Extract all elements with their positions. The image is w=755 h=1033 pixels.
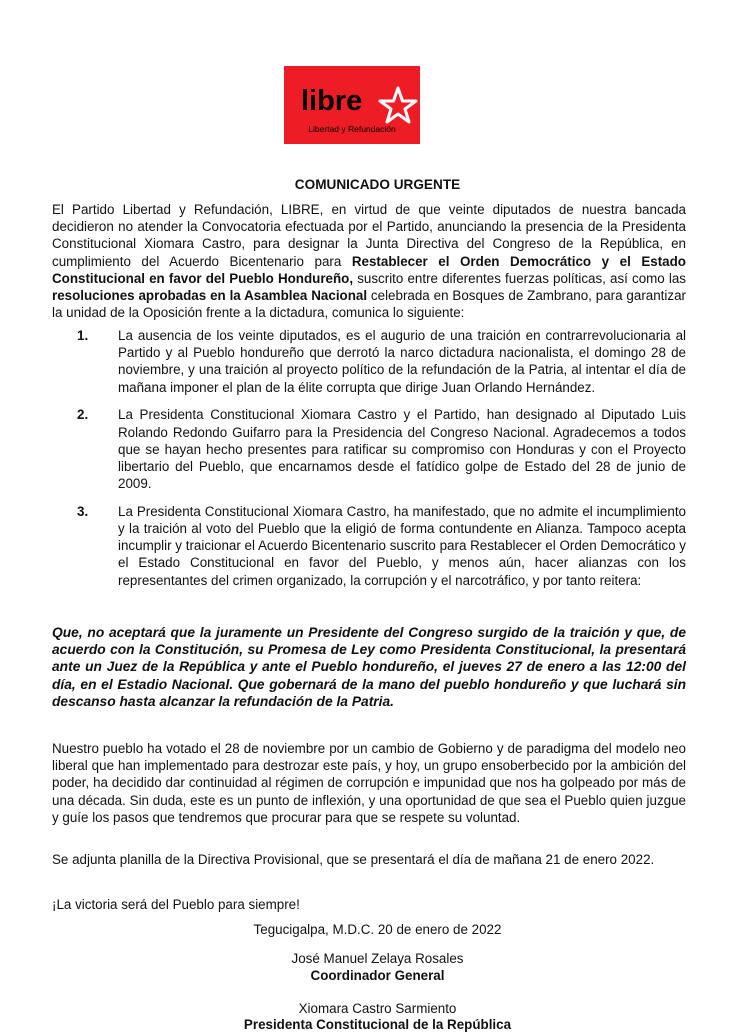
logo-tagline: Libertad y Refundación: [308, 124, 396, 134]
signatory-title: Presidenta Constitucional de la República: [243, 1017, 512, 1032]
signatory-name: Xiomara Castro Sarmiento: [298, 1001, 457, 1016]
intro-text-1: El Partido Libertad y Refundación, LIBRE, en virtud de que veinte diputados de nuestra bancada decidieron no atender la Convocatoria efectuada por el Partido, anunciando la presencia de la Presidenta Constitucional Xiomara Castro, para designar la Junta Directiva del Congreso de la República, en cumplimiento del Acuerdo Bicentenario para: [52, 202, 686, 269]
list-item-number: 3.: [77, 503, 89, 519]
star-icon: [380, 88, 416, 122]
intro-paragraph: [52, 201, 686, 321]
closing-paragraph: Nuestro pueblo ha votado el 28 de noviembre por un cambio de Gobierno y de paradigma del modelo neo liberal que han implementado para destrozar este país, y hoy, un grupo ensoberbecido por la ambición del poder, ha decidido dar continuidad al régimen de corrupción e impunidad que nos ha golpeado por más de una década. Sin duda, este es un punto de inflexión, y una oportunidad de que sea el Pueblo quien juzgue y guíe los pasos que tendremos que procurar para que se respete su voluntad.: [52, 741, 686, 825]
attachment-note: Se adjunta planilla de la Directiva Provisional, que se presentará el día de mañana 21 de enero 2022.: [52, 852, 655, 867]
list-item-text: La ausencia de los veinte diputados, es el augurio de una traición en contrarrevolucionaria al Partido y al Pueblo hondureño que derrotó la narco dictadura nacionalista, el domingo 28 de noviembre, y una traición al proyecto político de la refundación de la Patria, al intentar el día de mañana imponer el plan de la élite corrupta que dirige Juan Orlando Hernández.: [118, 328, 686, 395]
libre-logo: [284, 66, 420, 144]
list-item-text: La Presidenta Constitucional Xiomara Castro, ha manifestado, que no admite el incumplimiento y la traición al voto del Pueblo que la eligió de forma contundente en Alianza. Tampoco acepta incumplir y traicionar el Acuerdo Bicentenario suscrito para Restablecer el Orden Democrático y el Estado Constitucional en favor del Pueblo, y menos aún, hacer alianzas con los representantes del crimen organizado, la corrupción y el narcotráfico, y por tanto reitera:: [118, 503, 686, 588]
place-date: Tegucigalpa, M.D.C. 20 de enero de 2022: [253, 922, 502, 937]
intro-bold-1: Restablecer el Orden Democrático y el Estado Constitucional en favor del Pueblo Hondureño,: [52, 253, 686, 286]
intro-bold-2: resoluciones aprobadas en la Asamblea Nacional: [52, 288, 368, 304]
list-item: [52, 503, 686, 589]
list-item-text: La Presidenta Constitucional Xiomara Castro y el Partido, han designado al Diputado Luis Rolando Redondo Guifarro para la Presidencia del Congreso Nacional. Agradecemos a todos que se hayan hecho presentes para ratificar su compromiso con Honduras y con el Proyecto libertario del Pueblo, que encarnamos desde el fatídico golpe de Estado del 28 de junio de 2009.: [118, 407, 686, 492]
list-item: [52, 327, 686, 396]
signatory-title: Coordinador General: [310, 968, 445, 983]
logo-wordmark: libre: [301, 85, 363, 117]
document-title: COMUNICADO URGENTE: [294, 177, 461, 192]
signatory-name: José Manuel Zelaya Rosales: [291, 951, 464, 966]
libre-logo-graphic: [284, 66, 420, 144]
list-item: [52, 406, 686, 492]
emphasis-paragraph: Que, no aceptará que la juramente un Presidente del Congreso surgido de la traición y que, de acuerdo con la Constitución, su Promesa de Ley como Presidenta Constitucional, la presentará ante un Juez de la República y ante el Pueblo hondureño, el jueves 27 de enero a las 12:00 del día, en el Estadio Nacional. Que gobernará de la mano del pueblo hondureño y que luchará sin descanso hasta alcanzar la refundación de la Patria.: [52, 625, 686, 709]
list-item-number: 1.: [77, 328, 89, 343]
intro-text-3: celebrada en Bosques de Zambrano, para garantizar la unidad de la Oposición frente a la dictadura, comunica lo siguiente:: [52, 288, 686, 321]
list-item-number: 2.: [77, 407, 89, 423]
intro-text-2: suscrito entre diferentes fuerzas políticas, así como las: [353, 270, 686, 286]
slogan: ¡La victoria será del Pueblo para siempre!: [52, 897, 300, 912]
numbered-list: [52, 327, 686, 599]
